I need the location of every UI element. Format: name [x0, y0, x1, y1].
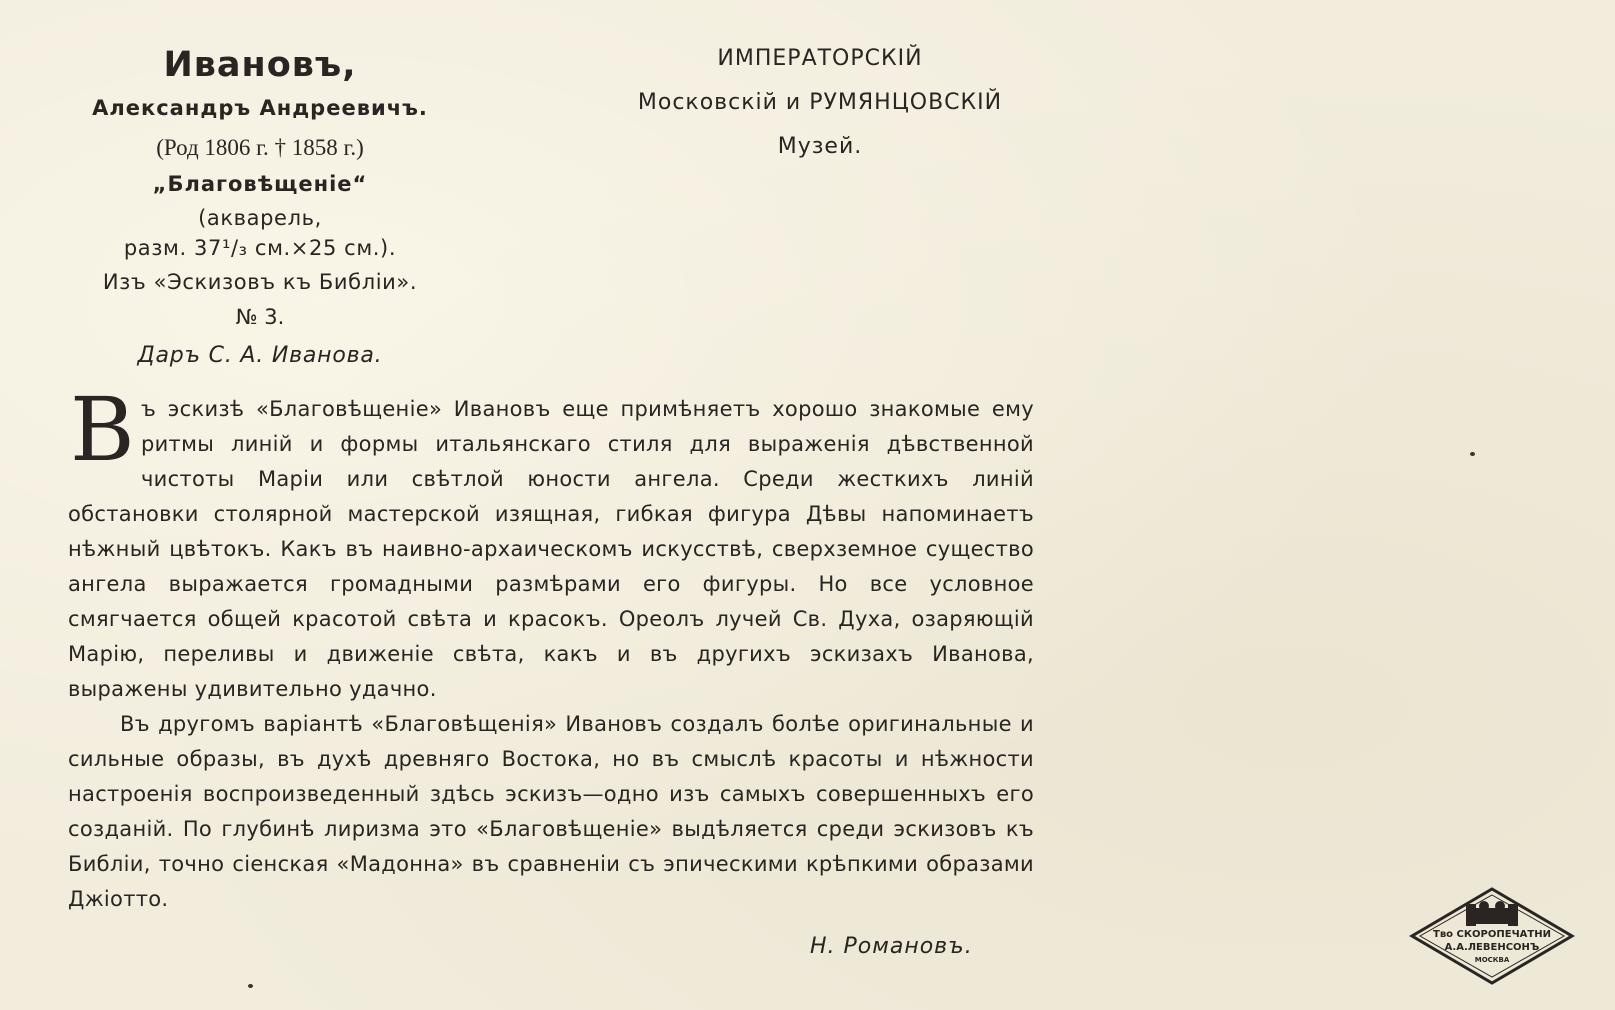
paper-speck	[248, 984, 253, 988]
drop-cap: В	[70, 378, 135, 481]
museum-line-3: Музей.	[777, 134, 863, 159]
printer-line-2: А.А.ЛЕВЕНСОНЪ	[1444, 942, 1540, 953]
artwork-caption	[60, 44, 460, 377]
artwork-size: разм. 37¹/₃ см.⨯25 см.).	[123, 236, 397, 260]
museum-line-1: ИМПЕРАТОРСКІЙ	[717, 46, 923, 71]
paragraph-1	[68, 378, 1034, 707]
artist-full-name: Александръ Андреевичъ.	[92, 96, 428, 120]
paragraph-2: Въ другомъ варіантѣ «Благовѣщенія» Ивановъ создалъ болѣе оригинальные и сильные образы, въ духѣ древняго Востока, но въ смыслѣ красоты и нѣжности настроенія воспроизведенный здѣсь эскизъ—одно изъ самыхъ совершенныхъ его созданій. По глубинѣ лиризма это «Благовѣщеніе» выдѣляется среди эскизовъ къ Библіи, точно сіенская «Мадонна» въ сравненіи съ эпическими крѣпкими образами Джіотто.	[68, 712, 1034, 911]
museum-line-2: Московскій и РУМЯНЦОВСКІЙ	[637, 90, 1003, 115]
artwork-gift: Даръ С. А. Иванова.	[137, 343, 383, 368]
description-text	[68, 378, 1034, 917]
printer-line-1: Тво СКОРОПЕЧАТНИ	[1433, 929, 1551, 940]
author-signature: Н. Романовъ.	[810, 934, 973, 959]
printer-line-3: МОСКВА	[1474, 956, 1510, 964]
paragraph-1-text: ъ эскизѣ «Благовѣщеніе» Ивановъ еще примѣняетъ хорошо знакомые ему ритмы линій и формы итальянскаго стиля для выраженія дѣвственной чистоты Маріи или свѣтлой юности ангела. Среди жесткихъ линій обстановки столярной мастерской изящная, гибкая фигура Дѣвы напоминаетъ нѣжный цвѣтокъ. Какъ въ наивно-архаическомъ искусствѣ, сверхземное существо ангела выражается громадными размѣрами его фигуры. Но все условное смягчается общей красотой свѣта и красокъ. Ореолъ лучей Св. Духа, озаряющій Марію, переливы и движеніе свѣта, какъ и въ другихъ эскизахъ Иванова, выражены удивительно удачно.	[68, 397, 1034, 701]
artwork-number: № 3.	[235, 305, 285, 329]
artist-surname: Ивановъ,	[163, 45, 357, 85]
artist-dates: (Род 1806 г. † 1858 г.)	[156, 135, 364, 160]
paper-speck	[1470, 452, 1475, 456]
printer-mark	[1408, 886, 1576, 986]
artwork-title: „Благовѣщеніе“	[152, 172, 368, 196]
museum-heading	[600, 46, 1040, 178]
printing-press-icon	[1466, 901, 1518, 926]
artwork-series: Изъ «Эскизовъ къ Библіи».	[102, 270, 418, 294]
artwork-medium: (акварель,	[198, 206, 322, 230]
